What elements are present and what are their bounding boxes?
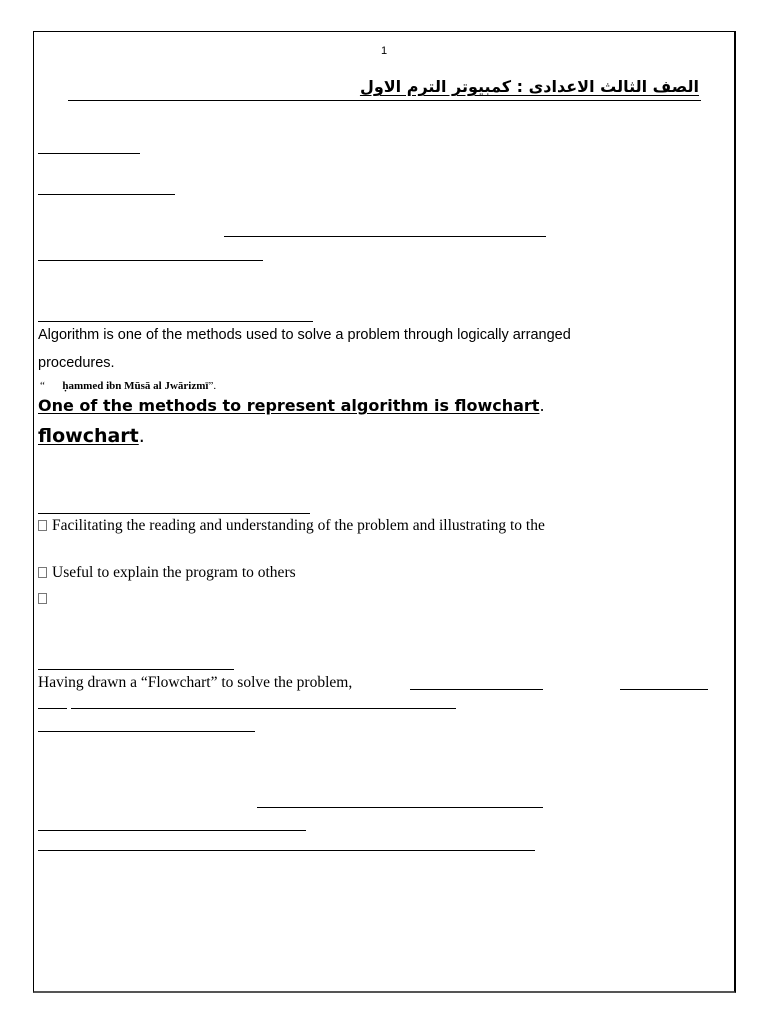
quote-close: ”.	[208, 380, 217, 392]
flowchart-sentence-program: Having drawn a “Flowchart” to solve the problem,	[38, 674, 353, 691]
bullet-item-empty	[38, 590, 52, 608]
blank-line	[38, 708, 67, 709]
blank-line	[38, 830, 306, 831]
page-number: 1	[381, 45, 388, 57]
document-page	[33, 31, 736, 993]
section-heading-blank	[38, 513, 310, 514]
bullet-box-icon	[38, 593, 47, 604]
blank-line	[38, 731, 255, 732]
flowchart-sentence-end: .	[539, 396, 545, 415]
blank-line	[38, 850, 535, 851]
blank-line	[71, 708, 456, 709]
bullet-box-icon	[38, 520, 47, 531]
quote-open: “	[40, 380, 45, 392]
algorithm-definition-cont: procedures.	[38, 355, 115, 371]
flowchart-sentence-text: One of the methods to represent algorithm is flowchart	[38, 396, 540, 415]
blank-line	[38, 260, 263, 261]
bullet-item	[38, 517, 545, 535]
page-title: الصف الثالث الاعدادى : كمبيوتر الترم الاول	[359, 77, 699, 96]
blank-line	[224, 236, 546, 237]
section-heading-blank	[38, 669, 234, 670]
blank-line	[410, 689, 543, 690]
title-underline	[68, 100, 701, 101]
blank-line	[257, 807, 543, 808]
blank-line	[38, 153, 140, 154]
blank-line	[38, 194, 175, 195]
section-heading-blank	[38, 321, 313, 322]
flowchart-word: flowchart	[38, 425, 139, 447]
flowchart-heading	[38, 425, 145, 447]
bullet-item	[38, 564, 296, 582]
algorithm-definition: Algorithm is one of the methods used to solve a problem through logically arranged	[38, 327, 571, 343]
flowchart-word-end: .	[138, 425, 145, 447]
bullet-text: Facilitating the reading and understanding of the problem and illustrating to the	[52, 517, 545, 534]
bullet-text: Useful to explain the program to others	[52, 564, 296, 581]
bullet-box-icon	[38, 567, 47, 578]
flowchart-sentence	[38, 396, 545, 415]
origin-name: ḥammed ibn Mūsā al Jwārizmī	[62, 380, 209, 392]
origin-line	[40, 380, 216, 392]
blank-line	[620, 689, 708, 690]
